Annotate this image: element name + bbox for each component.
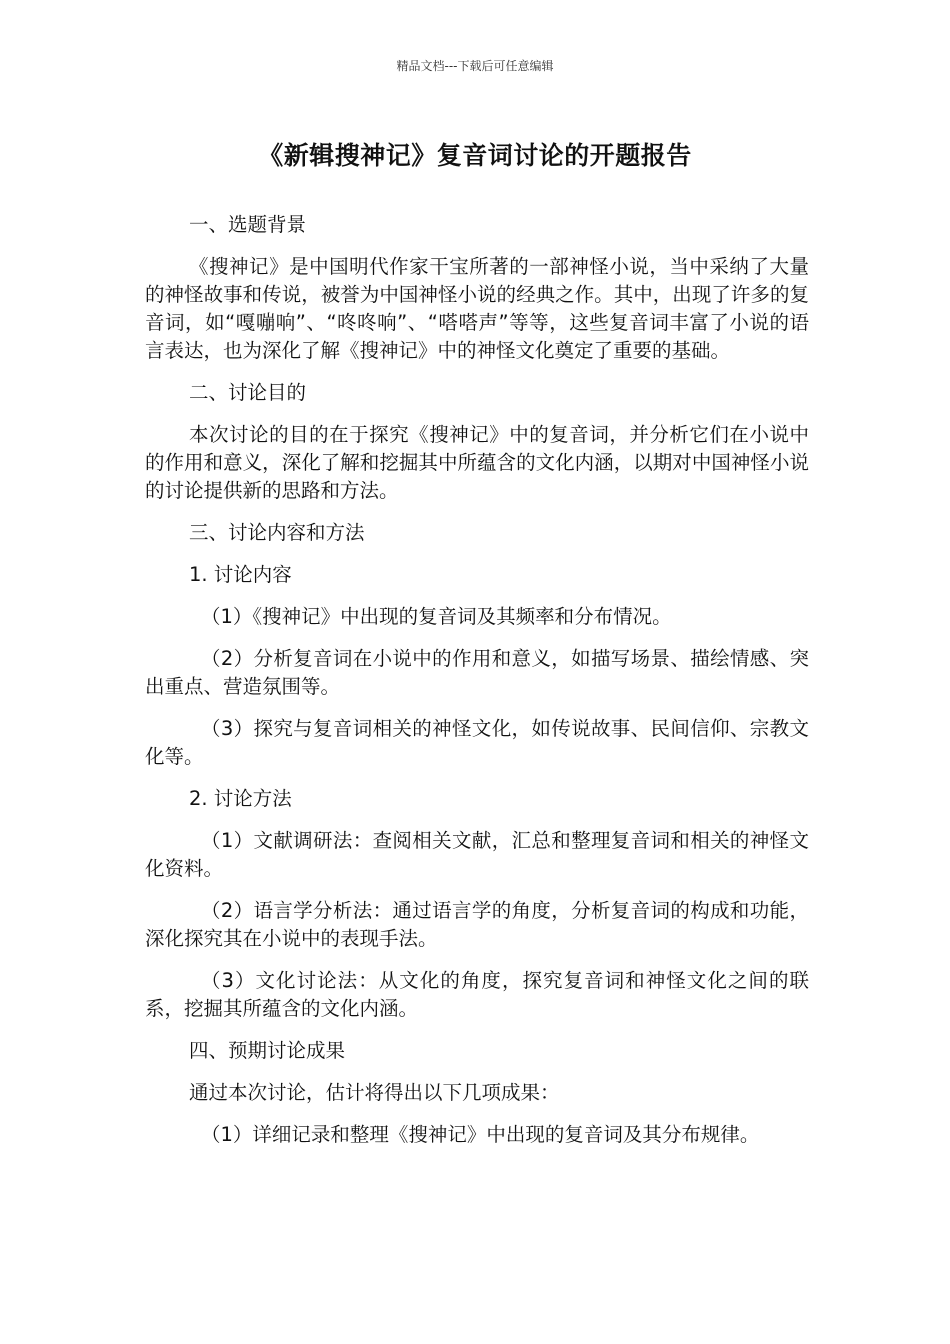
method-item-3: （3）文化讨论法：从文化的角度，探究复音词和神怪文化之间的联系，挖掘其所蕴含的文化内涵。: [145, 969, 809, 1020]
content-item-1: （1）《搜神记》中出现的复音词及其频率和分布情况。: [201, 605, 672, 628]
paragraph-results-intro: 通过本次讨论，估计将得出以下几项成果：: [189, 1081, 560, 1104]
subheading-method: 2. 讨论方法: [189, 787, 292, 810]
page-header-note: 精品文档---下载后可任意编辑: [396, 59, 554, 73]
section-heading-content-method: 三、讨论内容和方法: [189, 521, 365, 544]
content-item-2: （2）分析复音词在小说中的作用和意义，如描写场景、描绘情感、突出重点、营造氛围等。: [145, 647, 809, 698]
content-item-3: （3）探究与复音词相关的神怪文化，如传说故事、民间信仰、宗教文化等。: [145, 717, 809, 768]
result-item-1: （1）详细记录和整理《搜神记》中出现的复音词及其分布规律。: [201, 1123, 760, 1146]
section-heading-purpose: 二、讨论目的: [189, 381, 307, 404]
method-item-2: （2）语言学分析法：通过语言学的角度，分析复音词的构成和功能，深化探究其在小说中的表现手法。: [145, 899, 809, 950]
document-body: [145, 211, 809, 1163]
paragraph-background: 《搜神记》是中国明代作家干宝所著的一部神怪小说，当中采纳了大量的神怪故事和传说，被誉为中国神怪小说的经典之作。其中，出现了许多的复音词，如“嘎嘣响”、“咚咚响”、“嗒嗒声”等等，这些复音词丰富了小说的语言表达，也为深化了解《搜神记》中的神怪文化奠定了重要的基础。: [145, 255, 809, 362]
section-heading-expected-results: 四、预期讨论成果: [189, 1039, 346, 1062]
paragraph-purpose: 本次讨论的目的在于探究《搜神记》中的复音词，并分析它们在小说中的作用和意义，深化了解和挖掘其中所蕴含的文化内涵，以期对中国神怪小说的讨论提供新的思路和方法。: [145, 423, 809, 502]
document-title: 《新辑搜神记》复音词讨论的开题报告: [258, 141, 692, 170]
section-heading-background: 一、选题背景: [189, 213, 307, 236]
method-item-1: （1）文献调研法：查阅相关文献，汇总和整理复音词和相关的神怪文化资料。: [145, 829, 809, 880]
subheading-content: 1. 讨论内容: [189, 563, 292, 586]
